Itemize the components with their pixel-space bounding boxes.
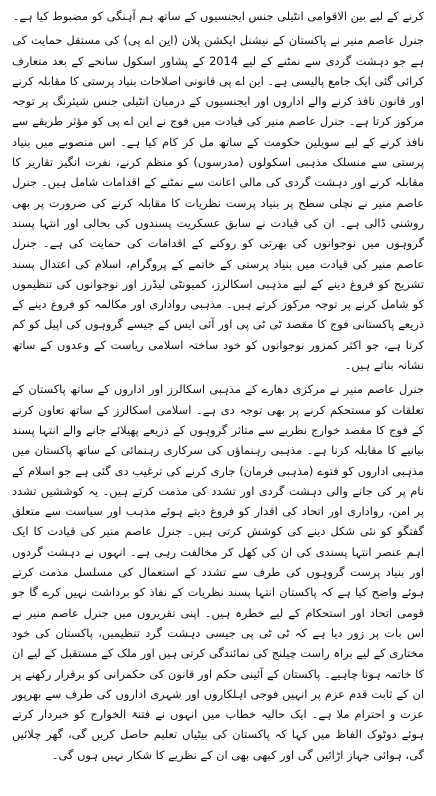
article-paragraph-nap: جنرل عاصم منیر نے پاکستان کے نیشنل ایکشن پلان (این اے پی) کی مستقل حمایت کی ہے جو دہشت گردی سے نمٹنے کے لیے 2014 کے پشاور اسکول سانحے کے بعد متعارف کرائی گئی ایک جامع پالیسی ہے۔ این اے پی قانونی اصلاحات بنیاد پرستی کا مقابلہ کرنے اور قانون نافذ کرنے والے اداروں اور ایجنسیوں کے درمیان انٹیلی جنس شیئرنگ پر توجہ مرکوز کرتا ہے۔ جنرل عاصم منیر کی قیادت میں فوج نے این اے پی کو مؤثر طریقے سے نافذ کرنے کے لیے سویلین حکومت کے ساتھ مل کر کام کیا ہے۔ اس منصوبے میں بنیاد پرستی سے منسلک مذہبی اسکولوں (مدرسوں) کو منظم کرنے، نفرت انگیز تقاریر کا مقابلہ کرنے اور دہشت گردی کی مالی اعانت سے نمٹنے کے اقدامات شامل ہیں۔ جنرل عاصم منیر نے نچلی سطح پر بنیاد پرست نظریات کا مقابلہ کرنے کی ضرورت پر بھی روشنی ڈالی ہے۔ ان کی قیادت نے سابق عسکریت پسندوں کی بحالی اور انتہا پسند گروہوں میں نوجوانوں کی بھرتی کو روکنے کے اقدامات کی حمایت کی ہے۔ جنرل عاصم منیر کی قیادت میں بنیاد پرستی کے خاتمے کے پروگرام، اسلام کی اعتدال پسند تشریح کو فروغ دینے کے لیے مذہبی اسکالرز، کمیونٹی لیڈرز اور نوجوانوں کی تنظیموں کو شامل کرنے پر توجہ مرکوز کرتے ہیں۔ مذہبی رواداری اور مکالمہ کو فروغ دینے کے ذریعے پاکستانی فوج کا مقصد ٹی ٹی پی اور آئی ایس کے جیسے گروہوں کی اپیل کو کم کرنا ہے، جو اکثر کمزور نوجوانوں کو خود ساختہ اسلامی ریاست کے وعدوں کے ساتھ نشانہ بناتے ہیں۔: [12, 33, 425, 373]
article-paragraph-scholars: جنرل عاصم منیر نے مرکزی دھارے کے مذہبی اسکالرز اور اداروں کے ساتھ پاکستان کے تعلقات کو مستحکم کرنے پر بھی توجہ دی ہے۔ اسلامی اسکالرز کے ساتھ تعاون کرنے کے فوج کا مقصد خوارج نظریے سے متاثر گروہوں کے ذریعے پھیلائے جانے والے انتہا پسند بیانیے کا مقابلہ کرنا ہے۔ مذہبی رہنماؤں کی سرکاری رہنمائی کے ساتھ پاکستان میں مذہبی اداروں کو فتوے (مذہبی فرمان) جاری کرنے کی ترغیب دی گئی ہے جو اسلام کے نام پر کی جانے والی دہشت گردی اور تشدد کی مذمت کرتے ہیں۔ یہ کوششیں تشدد پر امن، رواداری اور اتحاد کی اقدار کو فروغ دیتے ہوئے مذہب اور سیاست سے متعلق گفتگو کو نئی شکل دینے کی کوشش کرتی ہیں۔ جنرل عاصم منیر کی قیادت کا ایک اہم عنصر انتہا پسندی کی ان کی کھل کر مخالفت رہی ہے۔ انہوں نے دہشت گردوں اور بنیاد پرست گروہوں کی طرف سے تشدد کے استعمال کی مسلسل مذمت کرتے ہوئے واضح کیا ہے کہ پاکستان انتہا پسند نظریات کے نفاذ کو برداشت نہیں کرے گا جو قومی اتحاد اور استحکام کے لیے خطرہ ہیں۔ اپنی تقریروں میں جنرل عاصم منیر نے اس بات پر زور دیا ہے کہ ٹی ٹی پی جیسی دہشت گرد تنظیمیں، پاکستان کی خود مختاری کے لیے براہ راست چیلنج کی نمائندگی کرتی ہیں اور ملک کے مستقبل کے لیے ان کا خاتمہ ہونا چاہیے۔ پاکستان کے آئینی حکم اور قانون کی حکمرانی کو برقرار رکھنے پر ان کے ثابت قدم عزم پر انہیں فوجی اہلکاروں اور شہری اداروں کی طرف سے بھرپور عزت و احترام ملا ہے۔ ایک حالیہ خطاب میں انہوں نے فتنۃ الخوارج کو خبردار کرتے ہوئے دوٹوک الفاظ میں کہا کہ پاکستان کی بیٹیاں تعلیم حاصل کریں گی، گھر چلائیں گی، ہوائی جہاز اڑائیں گی اور کبھی بھی ان کے نظریے کا شکار نہیں ہوں گی۔: [12, 382, 424, 762]
article-paragraph-intro: کرنے کے لیے بین الاقوامی انٹیلی جنس ایجنسیوں کے ساتھ ہم آہنگی کو مضبوط کیا ہے۔: [12, 9, 424, 23]
